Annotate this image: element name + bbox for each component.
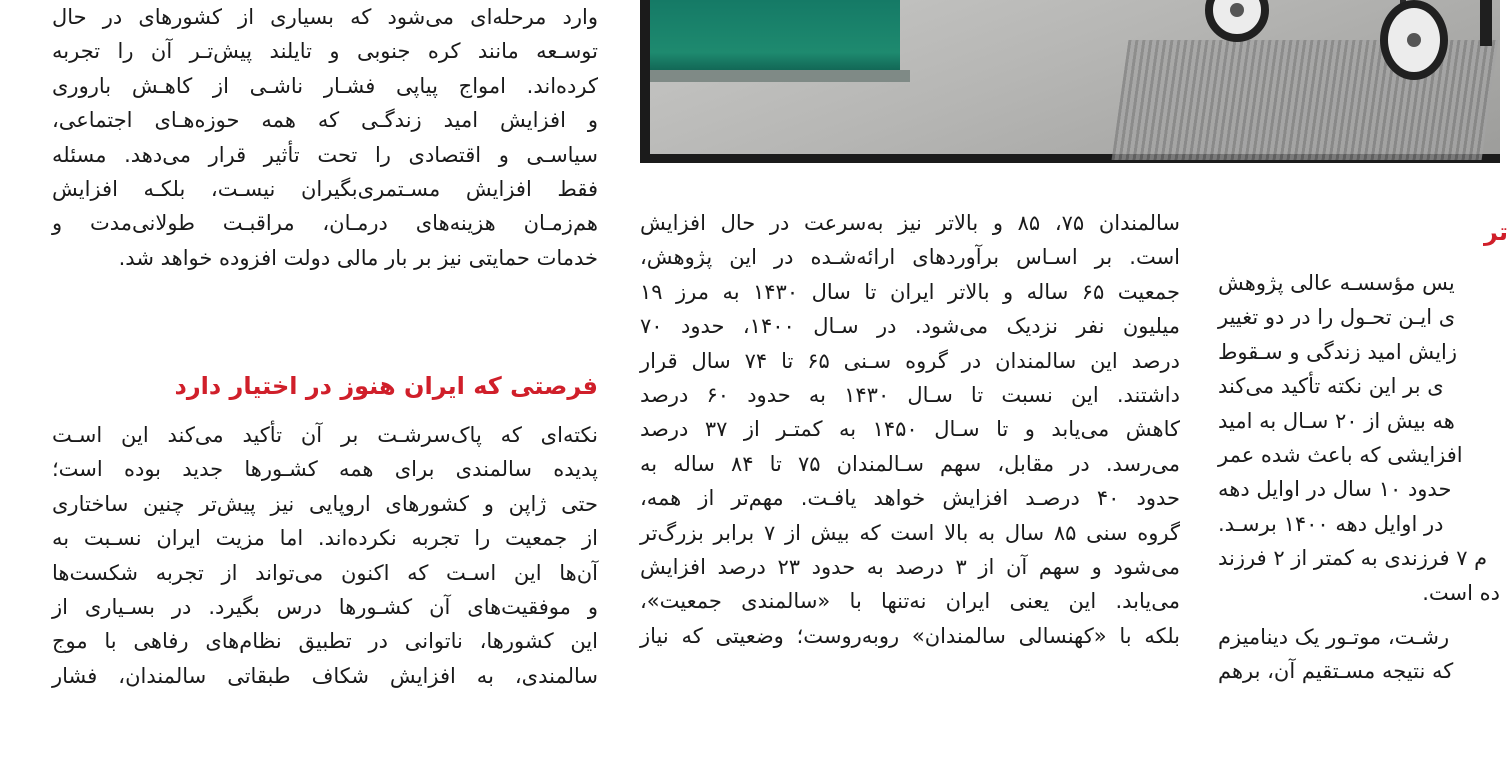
right-column [1218, 266, 1500, 689]
text-line: و افزایش امید زندگـی که همه حوزه‌هـای اجتماعی، [52, 108, 598, 133]
text-line: افزایشی که باعث شده عمر [1218, 443, 1463, 468]
text-line: سالمندی، به افزایش شکاف طبقاتی سالمندان، فشار [52, 663, 598, 688]
text-line: درصد این سالمندان در گروه سـنی ۶۵ تا ۷۴ سال قرار [640, 348, 1180, 373]
text-line: حدود ۱۰ سال در اوایل دهه [1218, 477, 1452, 502]
text-line: حدود ۴۰ درصـد افزایش خواهد یافـت. مهم‌تر از همه، [640, 486, 1180, 511]
left-column [52, 0, 598, 275]
text-line: نکته‌ای که پاک‌سرشـت بر آن تأکید می‌کند این اسـت [52, 423, 598, 447]
text-line: داشتند. این نسبت تا سـال ۱۴۳۰ به حدود ۶۰ درصد [640, 383, 1180, 408]
spacer-line [1218, 610, 1500, 620]
text-line: میلیون نفر نزدیک می‌شود. در سـال ۱۴۰۰، حدود ۷۰ [640, 314, 1180, 339]
text-line: می‌رسد. در مقابل، سهم سـالمندان ۷۵ تا ۸۴ ساله به [640, 451, 1181, 476]
left-paragraph-1 [52, 0, 598, 275]
text-line: ی ایـن تحـول را در دو تغییر [1218, 305, 1456, 330]
text-line: زایش امید زندگی و سـقوط [1218, 339, 1458, 364]
text-line: و موفقیت‌های آن کشـورها درس بگیرد. در بسـیاری از [52, 595, 598, 620]
text-line: ی بر این نکته تأکید می‌کند [1218, 374, 1444, 399]
text-line: که نتیجه مسـتقیم آن، برهم [1218, 659, 1454, 684]
text-line: آن‌ها این اسـت که اکنون می‌تواند از تجربه شکست‌ها [52, 560, 598, 585]
right-paragraph [1218, 266, 1500, 689]
text-line: سیاسـی و اقتصادی را تحت تأثیر قرار می‌دهد. مسئله [52, 142, 598, 167]
walker-frame-edge [1480, 0, 1492, 46]
wheel-hub [1230, 3, 1244, 17]
text-line: می‌یابد. این یعنی ایران نه‌تنها با «سالمندی جمعیت»، [640, 589, 1180, 614]
text-line: از جمعیت را تجربه نکرده‌اند. اما مزیت ایران نسـبت به [52, 526, 598, 551]
text-line: این کشورها، ناتوانی در تطبیق نظام‌های رفاهی با موج [52, 629, 598, 654]
text-line: در اوایل دهه ۱۴۰۰ برسـد. [1218, 511, 1444, 536]
wheel-hub [1407, 33, 1421, 47]
text-line: پدیده سالمندی برای همه کشـورها جدید بوده است؛ [52, 457, 598, 482]
text-line: خدمات حمایتی نیز بر بار مالی دولت افزوده خواهد شد. [118, 245, 598, 270]
middle-paragraph [640, 206, 1180, 653]
right-section-heading: تر [1484, 218, 1508, 246]
text-line: گروه سنی ۸۵ سال به بالا است که بیش از ۷ برابر بزرگ‌تر [640, 520, 1180, 545]
text-line: سالمندان ۷۵، ۸۵ و بالاتر نیز به‌سرعت در حال افزایش [640, 211, 1180, 235]
green-wall [650, 0, 900, 75]
article-photo [640, 0, 1500, 163]
text-line: کاهش می‌یابد و تا سـال ۱۴۵۰ به کمتـر از ۳۷ درصد [640, 417, 1180, 442]
text-line: فقط افزایش مسـتمری‌بگیران نیسـت، بلکـه افزایش [52, 177, 598, 202]
text-line: بلکه با «کهنسالی سالمندان» روبه‌روست؛ وضعیتی که نیاز [640, 623, 1180, 648]
text-line: هم‌زمـان هزینه‌های درمـان، مراقبـت طولانی‌مدت و [52, 211, 598, 236]
walker-wheel-right [1380, 0, 1448, 80]
text-line: ده است. [1422, 580, 1500, 605]
text-line: است. بر اسـاس برآوردهای ارائه‌شـده در این پژوهش، [640, 245, 1180, 270]
left-column-lower [52, 418, 598, 693]
text-line: هه بیش از ۲۰ سـال به امید [1218, 408, 1455, 433]
text-line: کرده‌اند. امواج پیاپی فشـار ناشـی از کاهـش باروری [52, 73, 598, 98]
text-line: وارد مرحله‌ای می‌شود که بسیاری از کشورهای در حال [52, 5, 598, 29]
section-heading: فرصتی که ایران هنوز در اختیار دارد [174, 372, 598, 400]
text-line: م ۷ فرزندی به کمتر از ۲ فرزند [1218, 546, 1488, 571]
text-line: توسـعه مانند کره جنوبی و تایلند پیش‌تـر آن را تجربه [52, 39, 598, 64]
middle-column [640, 206, 1180, 653]
left-paragraph-2 [52, 418, 598, 693]
text-line: رشـت، موتـور یک دینامیزم [1218, 625, 1450, 650]
text-line: جمعیت ۶۵ ساله و بالاتر ایران تا سال ۱۴۳۰ به مرز ۱۹ [640, 279, 1180, 304]
photo-sidewalk [650, 0, 1500, 154]
text-line: می‌شود و سهم آن از ۳ درصد به حدود ۲۳ درصد افزایش [640, 555, 1180, 580]
walker-wheel-left [1205, 0, 1269, 42]
curb [650, 70, 910, 82]
text-line: یس مؤسسـه عالی پژوهش [1218, 271, 1455, 295]
text-line: حتی ژاپن و کشورهای اروپایی نیز پیش‌تر چنین ساختاری [52, 491, 598, 516]
